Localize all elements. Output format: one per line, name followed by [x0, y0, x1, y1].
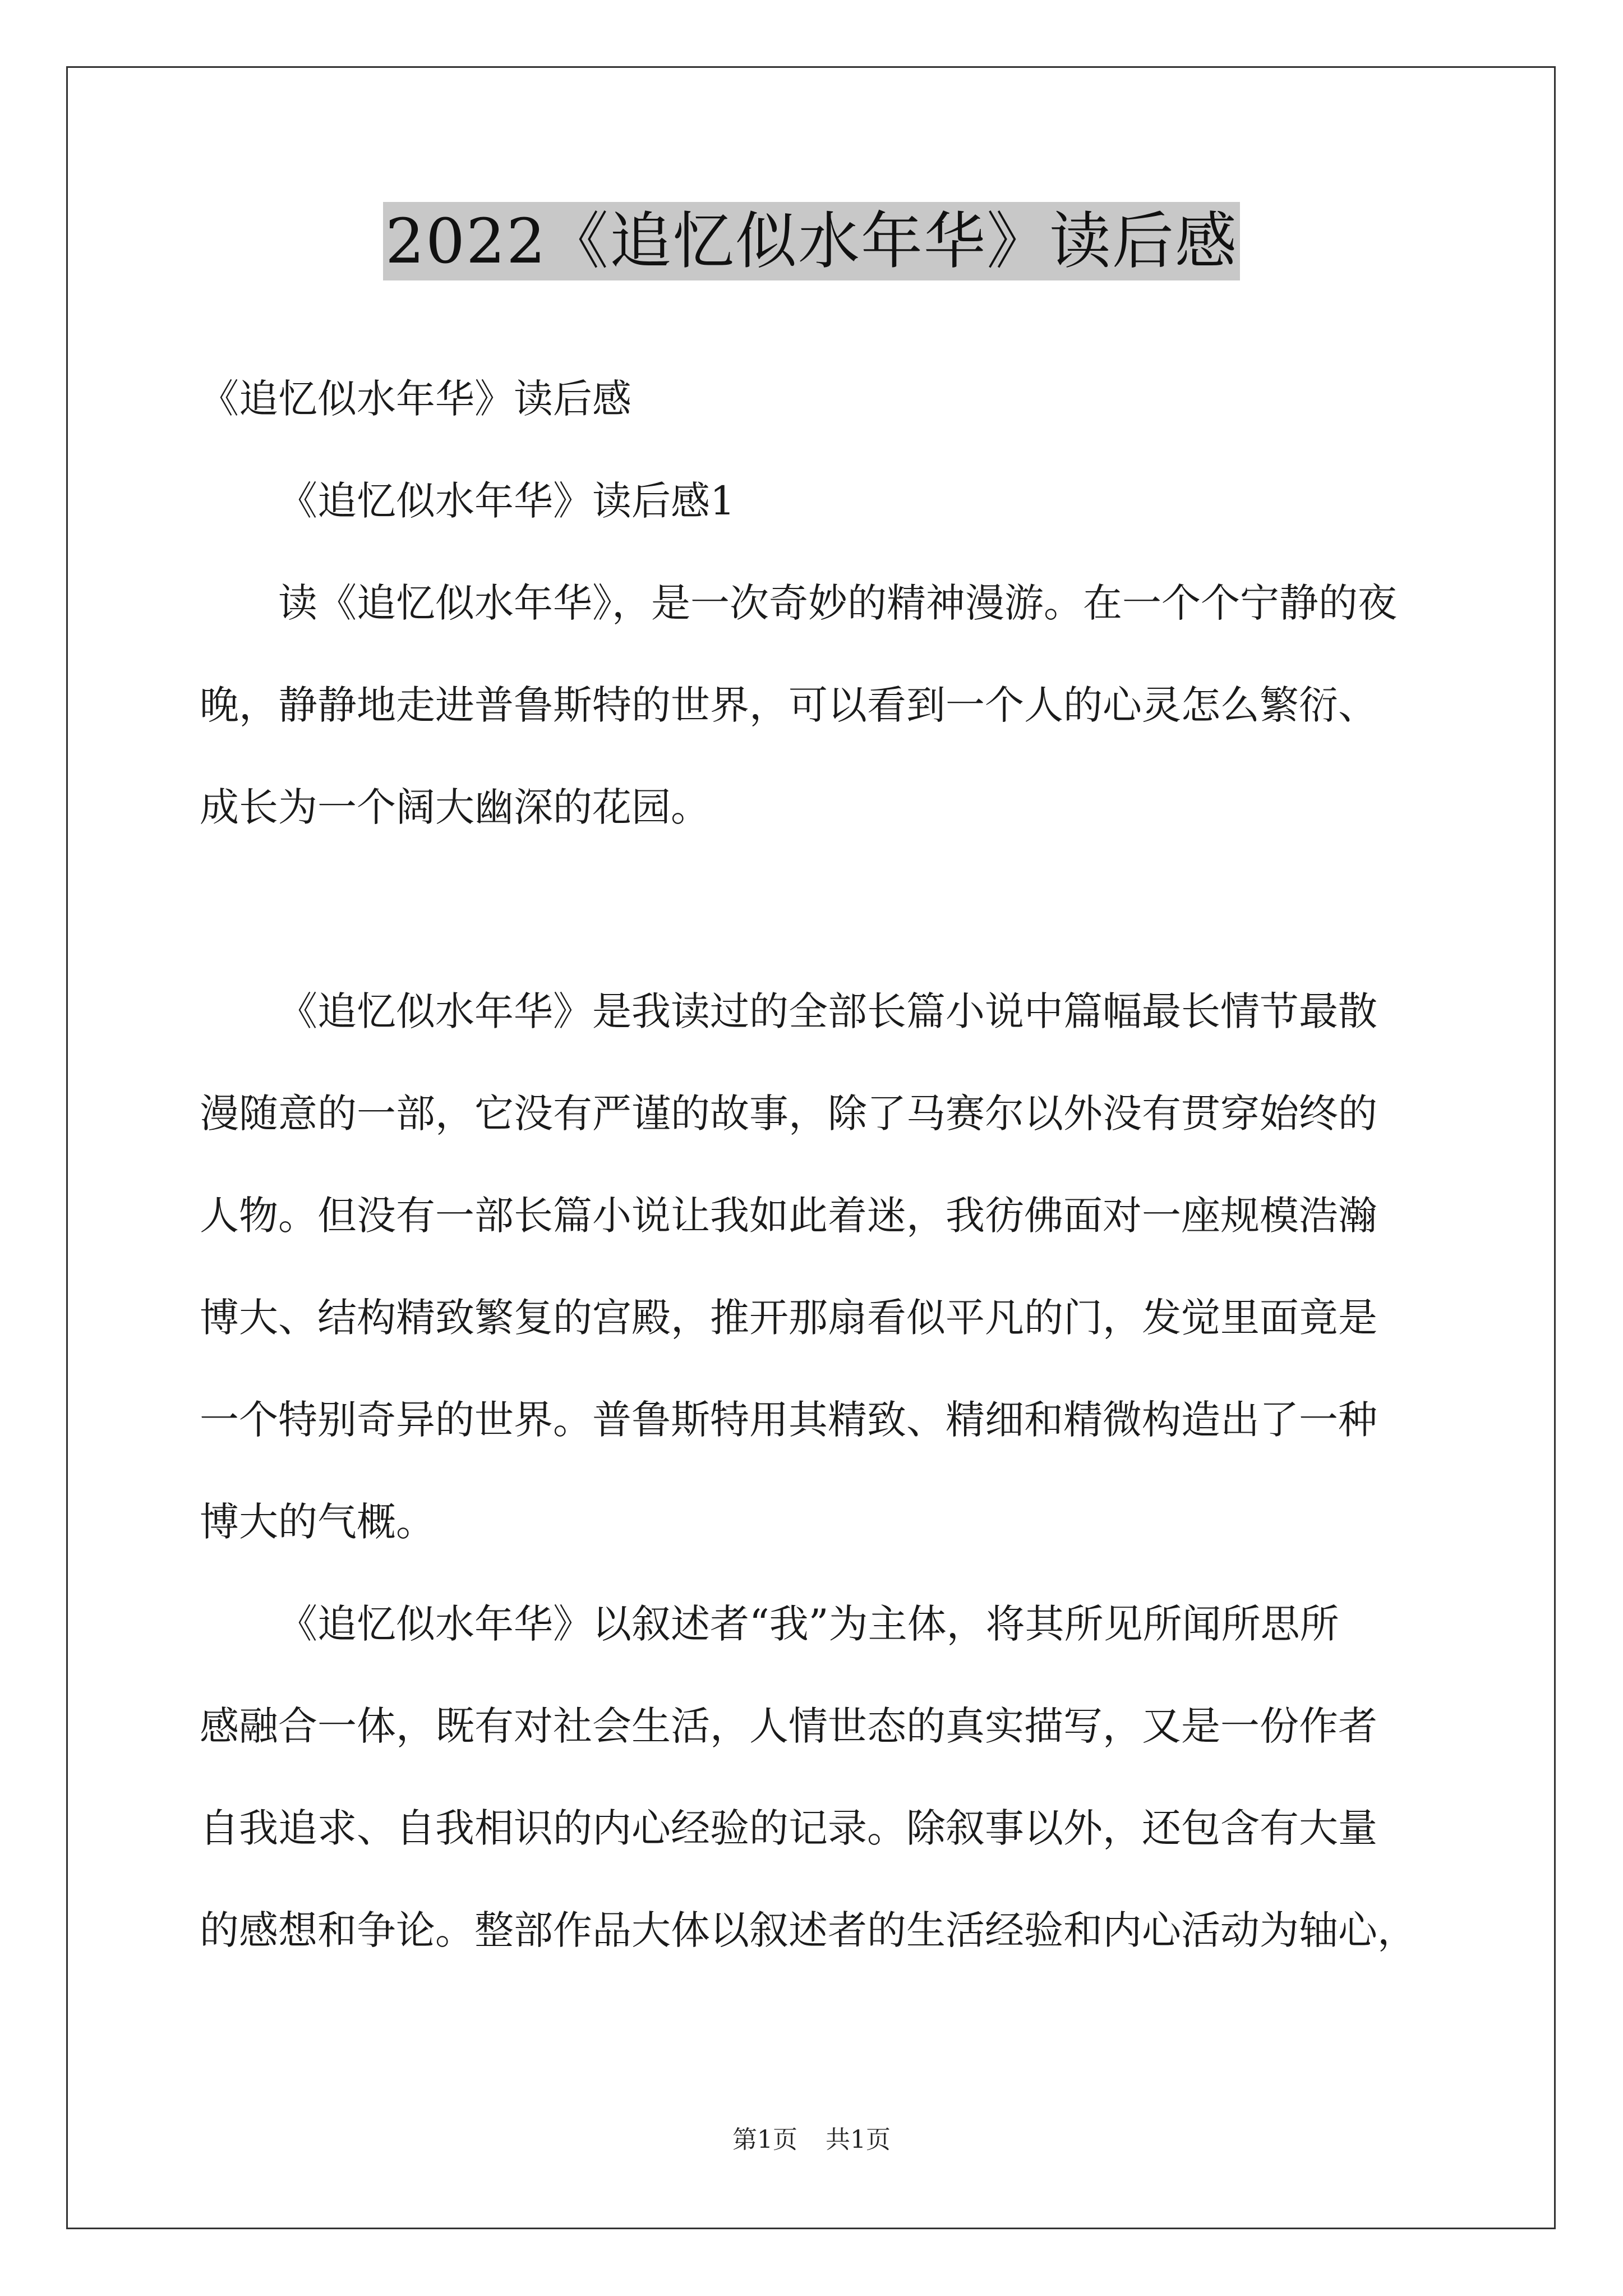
paragraph [200, 1573, 1433, 1981]
paragraph-line: 感融合一体，既有对社会生活，人情世态的真实描写，又是一份作者 [200, 1703, 1377, 1749]
paragraph-line: 一个特别奇异的世界。普鲁斯特用其精致、精细和精微构造出了一种 [200, 1397, 1377, 1443]
paragraph-line: 漫随意的一部，它没有严谨的故事，除了马赛尔以外没有贯穿始终的 [200, 1091, 1377, 1137]
document-body [200, 348, 1433, 1981]
paragraph [200, 960, 1433, 1573]
paragraph-line: 读《追忆似水年华》，是一次奇妙的精神漫游。在一个个宁静的夜 [278, 580, 1397, 626]
paragraph [200, 552, 1433, 858]
paragraph-line: 《追忆似水年华》以叙述者“我”为主体，将其所见所闻所思所 [278, 1601, 1339, 1647]
paragraph-spacer [200, 858, 1433, 960]
page-number-total: 共1页 [826, 2125, 891, 2154]
paragraph-line: 博大的气概。 [200, 1499, 435, 1545]
subtitle: 《追忆似水年华》读后感 [200, 376, 631, 422]
paragraph-line: 人物。但没有一部长篇小说让我如此着迷，我彷佛面对一座规模浩瀚 [200, 1193, 1377, 1239]
section-heading: 《追忆似水年华》读后感1 [278, 478, 735, 524]
paragraph-line: 博大、结构精致繁复的宫殿，推开那扇看似平凡的门，发觉里面竟是 [200, 1295, 1377, 1341]
paragraph-line: 自我追求、自我相识的内心经验的记录。除叙事以外，还包含有大量 [200, 1805, 1377, 1851]
paragraph-line: 成长为一个阔大幽深的花园。 [200, 784, 710, 830]
paragraph-line: 晚，静静地走进普鲁斯特的世界，可以看到一个人的心灵怎么繁衍、 [200, 682, 1377, 728]
paragraph-line: 《追忆似水年华》是我读过的全部长篇小说中篇幅最长情节最散 [278, 988, 1377, 1034]
document-title: 2022《追忆似水年华》读后感 [383, 202, 1240, 280]
page-number-current: 第1页 [732, 2125, 797, 2154]
title-container [0, 202, 1623, 280]
paragraph-line: 的感想和争论。整部作品大体以叙述者的生活经验和内心活动为轴心， [200, 1907, 1417, 1953]
page-footer [0, 2123, 1623, 2157]
